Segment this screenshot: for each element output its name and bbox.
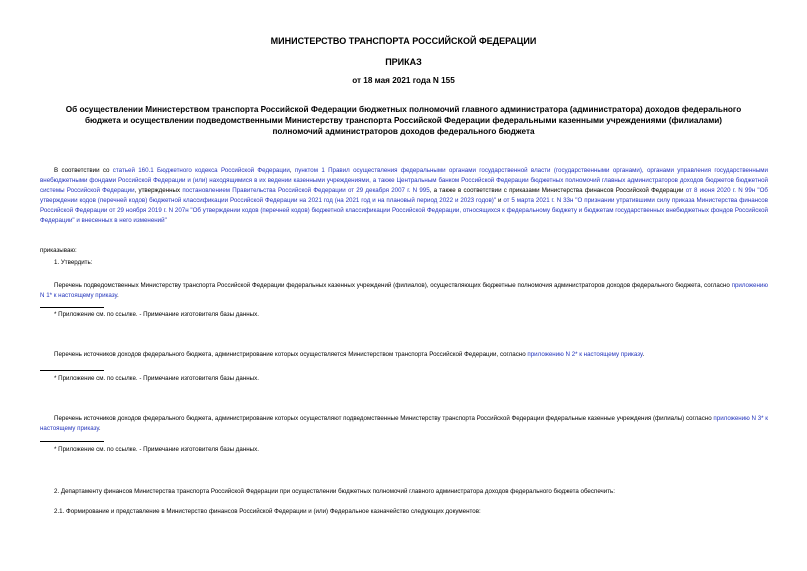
rules-link[interactable]: пунктом 1 Правил осуществления федеральными органами государственной власти (государственными органами), органами управления государственными внебюджетными фондами Российской Федерации и (или) находящимися в их ведении казенными учреждениями, а также Центральным банком Российской Федерации бюджетных полномочий главных администраторов доходов бюджетов бюджетной системы Российской Федерации [40, 167, 768, 194]
list-item-3: Перечень источников доходов федерального бюджета, администрирование которых осуществляют подведомственные Министерству транспорта Российской Федерации федеральные казенные учреждения (филиалы) согласно приложению N 3* к настоящему приказу. [40, 415, 768, 432]
minfin-order-33n-link[interactable]: от 5 марта 2021 г. N 33н "О признании утратившими силу приказа Министерства финансов Российской Федерации от 29 ноября 2019 г. N 207н "Об утверждении кодов (перечней кодов) бюджетной классификации Российской Федерации, относящихся к федеральному бюджету и бюджетам государственных внебюджетных фондов Российской Федерации" и внесенных в него изменений" [40, 197, 768, 224]
footnote-divider-1 [40, 307, 104, 308]
government-decree-link[interactable]: постановлением Правительства Российской Федерации от 29 декабря 2007 г. N 995 [182, 187, 430, 194]
item-2: 2. Департаменту финансов Министерства транспорта Российской Федерации при осуществлении бюджетных полномочий главного администратора доходов федерального бюджета обеспечить: [54, 488, 616, 495]
budget-code-link[interactable]: статьей 160.1 Бюджетного кодекса Российской Федерации [112, 167, 290, 174]
footnote-3: * Приложение см. по ссылке. - Примечание изготовителя базы данных. [54, 446, 259, 453]
footnote-2: * Приложение см. по ссылке. - Примечание изготовителя базы данных. [54, 375, 259, 382]
minfin-order-99n-link[interactable]: от 8 июня 2020 г. N 99н "Об утверждении кодов (перечней кодов) бюджетной классификации Российской Федерации на 2021 год (на 2021 год и на плановый период 2022 и 2023 годов)" [40, 187, 768, 204]
item-2-1: 2.1. Формирование и представление в Министерство финансов Российской Федерации и (или) Федеральное казначейство следующих документов: [54, 508, 481, 515]
preamble-paragraph: В соответствии со статьей 160.1 Бюджетного кодекса Российской Федерации, пунктом 1 Правил осуществления федеральными органами государственной власти (государственными органами), органами управления государственными внебюджетными фондами Российской Федерации и (или) находящимися в их ведении казенными учреждениями, а также Центральным банком Российской Федерации бюджетных полномочий главных администраторов доходов бюджетов бюджетной системы Российской Федерации, утвержденных постановлением Правительства Российской Федерации от 29 декабря 2007 г. N 995, а также в соответствии с приказами Министерства финансов Российской Федерации от 8 июня 2020 г. N 99н "Об утверждении кодов (перечней кодов) бюджетной классификации Российской Федерации на 2021 год (на 2021 год и на плановый период 2022 и 2023 годов)" и от 5 марта 2021 г. N 33н "О признании утратившими силу приказа Министерства финансов Российской Федерации от 29 ноября 2019 г. N 207н "Об утверждении кодов (перечней кодов) бюджетной классификации Российской Федерации, относящихся к федеральному бюджету и бюджетам государственных внебюджетных фондов Российской Федерации" и внесенных в него изменений" [40, 167, 768, 224]
ministry-heading: МИНИСТЕРСТВО ТРАНСПОРТА РОССИЙСКОЙ ФЕДЕРАЦИИ [270, 36, 537, 46]
item-1: 1. Утвердить: [54, 259, 93, 266]
document-title: Об осуществлении Министерством транспорта Российской Федерации бюджетных полномочий главного администратора (администратора) доходов федерального бюджета и осуществлении подведомственными Министерству транспорта Российской Федерации федеральными казенными учреждениями (филиалами) полномочий администраторов доходов федерального бюджета [65, 105, 742, 136]
footnote-divider-2 [40, 370, 104, 371]
appendix-2-link[interactable]: приложению N 2* к настоящему приказу [527, 351, 643, 358]
footnote-divider-3 [40, 441, 104, 442]
list-item-2: Перечень источников доходов федерального бюджета, администрирование которых осуществляется Министерством транспорта Российской Федерации, согласно приложению N 2* к настоящему приказу. [54, 351, 645, 358]
order-word: приказываю: [40, 247, 77, 254]
date-number: от 18 мая 2021 года N 155 [352, 76, 455, 85]
appendix-3-link[interactable]: приложению N 3* к настоящему приказу [40, 415, 768, 432]
footnote-1: * Приложение см. по ссылке. - Примечание изготовителя базы данных. [54, 311, 259, 318]
doc-type-heading: ПРИКАЗ [385, 57, 422, 67]
list-item-1: Перечень подведомственных Министерству транспорта Российской Федерации федеральных казенных учреждений (филиалов), осуществляющих бюджетные полномочия администраторов доходов федерального бюджета, согласно приложению N 1* к настоящему приказу. [40, 282, 768, 299]
appendix-1-link[interactable]: приложению N 1* к настоящему приказу [40, 282, 768, 299]
